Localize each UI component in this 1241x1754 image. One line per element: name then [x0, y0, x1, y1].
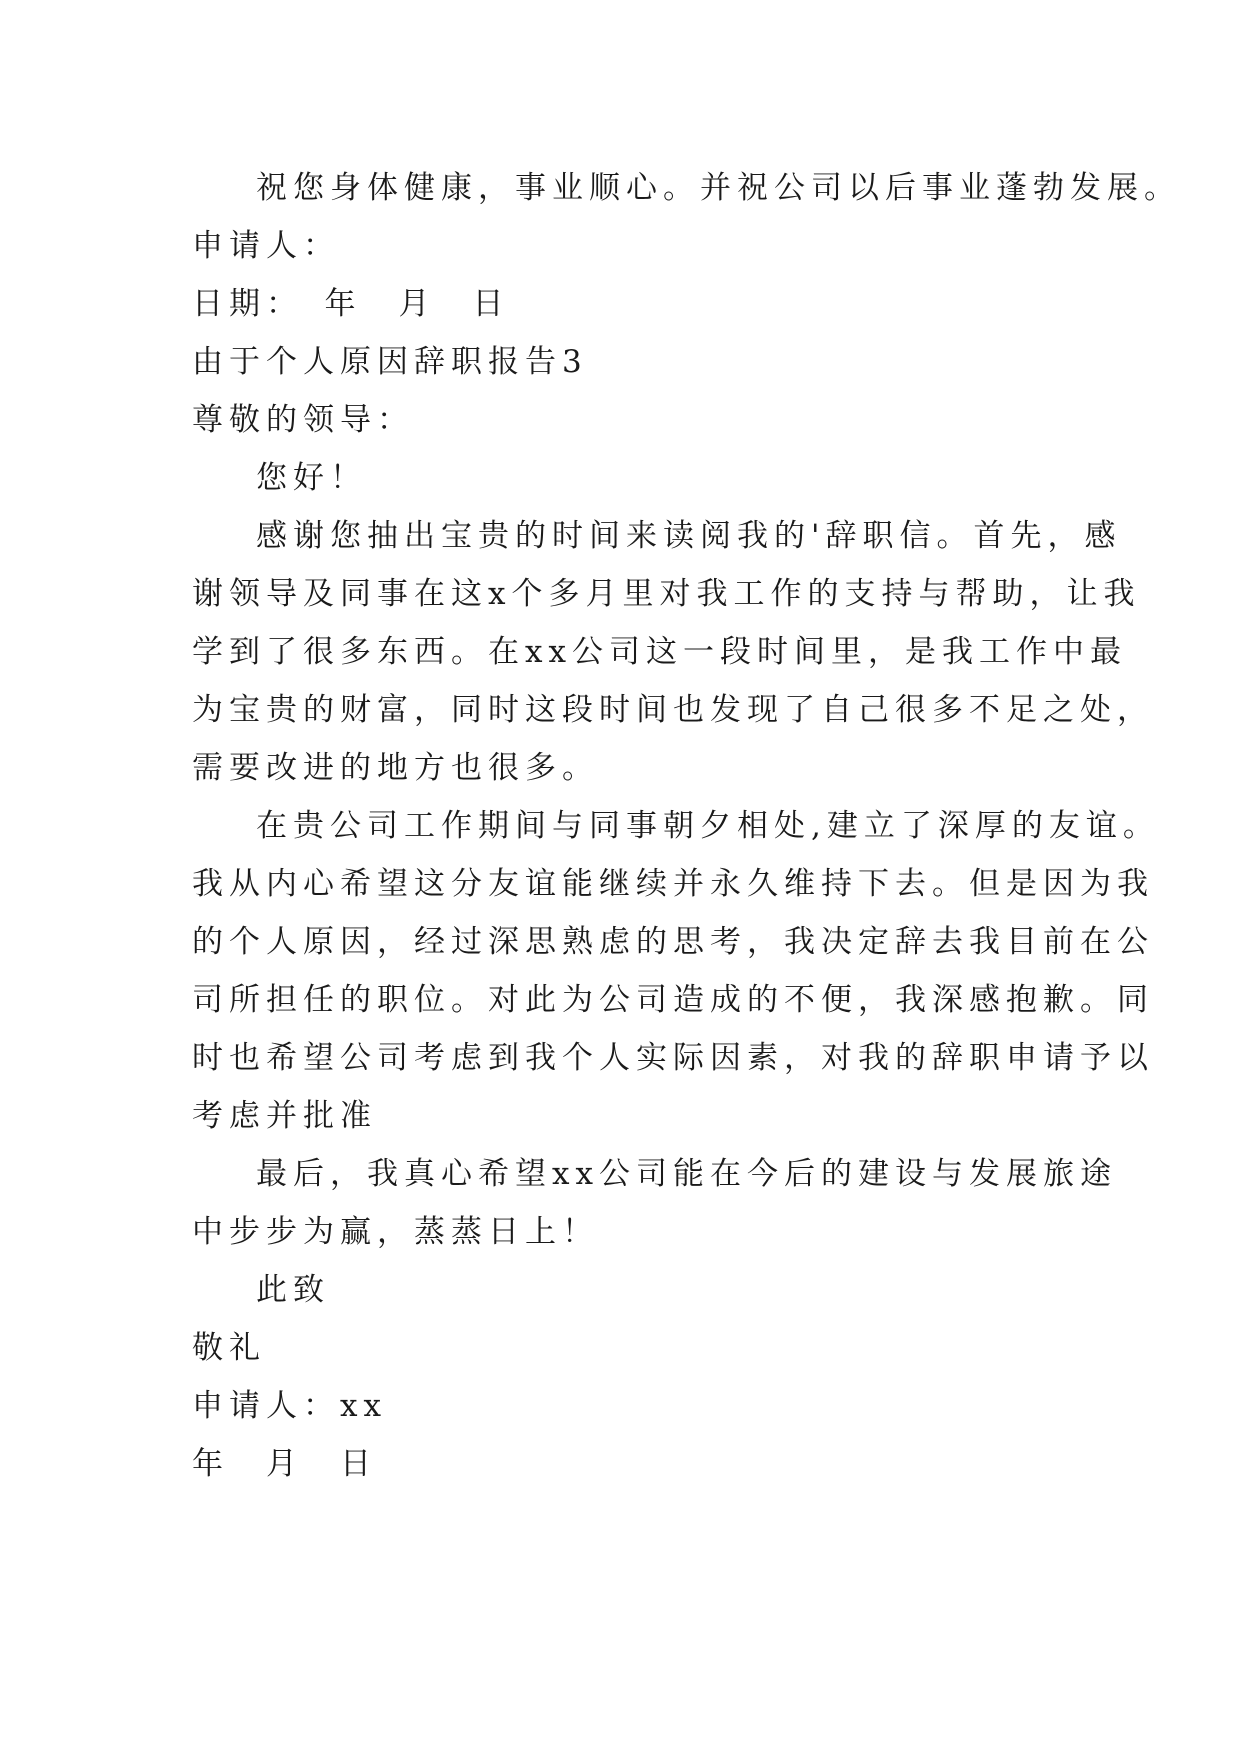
section-title: 由于个人原因辞职报告3: [192, 344, 588, 380]
closing-phrase: 此致: [256, 1272, 330, 1308]
salutation: 尊敬的领导：: [192, 402, 414, 438]
paragraph-line: 时也希望公司考虑到我个人实际因素，对我的辞职申请予以: [192, 1040, 1154, 1076]
closing-salute: 敬礼: [192, 1330, 266, 1366]
signature-date: 年 月 日: [192, 1446, 377, 1482]
closing-wish-line: 祝您身体健康，事业顺心。并祝公司以后事业蓬勃发展。: [256, 170, 1181, 206]
paragraph-line: 最后，我真心希望xx公司能在今后的建设与发展旅途: [256, 1156, 1117, 1192]
paragraph-line: 需要改进的地方也很多。: [192, 750, 599, 786]
paragraph-line: 谢领导及同事在这x个多月里对我工作的支持与帮助，让我: [192, 576, 1141, 612]
greeting: 您好！: [256, 460, 367, 496]
paragraph-line: 为宝贵的财富，同时这段时间也发现了自己很多不足之处，: [192, 692, 1154, 728]
date-line: 日期： 年 月 日: [192, 286, 510, 322]
paragraph-line: 中步步为赢，蒸蒸日上！: [192, 1214, 599, 1250]
paragraph-line: 司所担任的职位。对此为公司造成的不便，我深感抱歉。同: [192, 982, 1154, 1018]
paragraph-line: 的个人原因，经过深思熟虑的思考，我决定辞去我目前在公: [192, 924, 1154, 960]
paragraph-line: 考虑并批准: [192, 1098, 377, 1134]
paragraph-line: 感谢您抽出宝贵的时间来读阅我的'辞职信。首先，感: [256, 518, 1122, 554]
signature-applicant: 申请人：xx: [192, 1388, 387, 1424]
paragraph-line: 我从内心希望这分友谊能继续并永久维持下去。但是因为我: [192, 866, 1154, 902]
paragraph-line: 在贵公司工作期间与同事朝夕相处,建立了深厚的友谊。: [256, 808, 1160, 844]
paragraph-line: 学到了很多东西。在xx公司这一段时间里，是我工作中最: [192, 634, 1127, 670]
applicant-label: 申请人：: [192, 228, 340, 264]
